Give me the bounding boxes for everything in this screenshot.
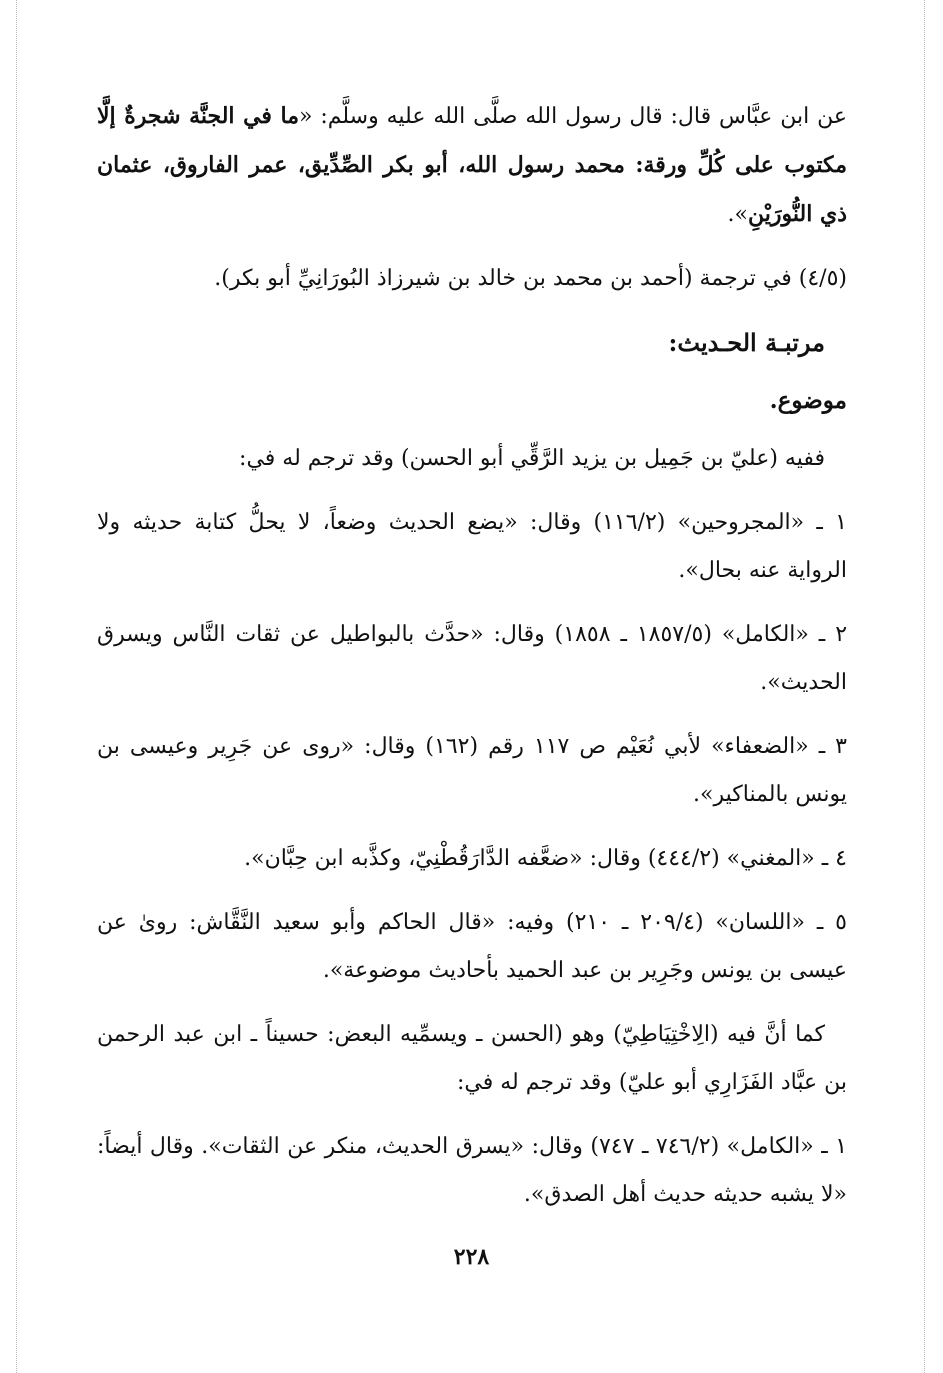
hadith-intro: عن ابن عبَّاس قال: قال رسول الله صلَّى الله عليه وسلَّم: «: [298, 104, 847, 129]
page-number: ٢٢٨: [453, 1244, 490, 1270]
right-dotted-margin: [924, 0, 925, 1373]
left-dotted-margin: [16, 0, 17, 1373]
hadith-paragraph: [97, 92, 847, 239]
source-reference: (٤/٥) في ترجمة (أحمد بن محمد بن خالد بن شيرزاذ البُورَانِيِّ أبو بكر).: [214, 266, 847, 291]
reference-item-4: ٤ ـ «المغني» (٤٤٤/٢) وقال: «ضعَّفه الدَّارَقُطْنِيّ، وكذَّبه ابن حِبَّان».: [244, 846, 847, 871]
reference-item-5: ٥ ـ «اللسان» (٢٠٩/٤ ـ ٢١٠) وفيه: «قال الحاكم وأبو سعيد النَّقَّاش: روىٰ عن عيسى بن يونس وجَرِير بن عبد الحميد بأحاديث موضوعة».: [97, 910, 847, 983]
grade-value: موضوع.: [769, 387, 847, 414]
page-body: [97, 92, 847, 1235]
narrator-intro: ففيه (عليّ بن جَمِيل بن يزيد الرَّقِّي أبو الحسن) وقد ترجم له في:: [239, 446, 825, 471]
reference-item-3: ٣ ـ «الضعفاء» لأبي نُعَيْم ص ١١٧ رقم (١٦٢) وقال: «روى عن جَرِير وعيسى بن يونس بالمناكير».: [97, 734, 847, 807]
reference-item-1: ١ ـ «المجروحين» (١١٦/٢) وقال: «يضع الحديث وضعاً، لا يحلُّ كتابة حديثه ولا الرواية عنه بحال».: [97, 510, 847, 583]
reference-item-2: ٢ ـ «الكامل» (١٨٥٧/٥ ـ ١٨٥٨) وقال: «حدَّث بالبواطيل عن ثقات النَّاس ويسرق الحديث».: [97, 622, 848, 695]
hadith-text: ما في الجنَّة شجرةٌ إلَّا مكتوب على كُلِّ ورقة: محمد رسول الله، أبو بكر الصِّدِّيق، عمر الفاروق، عثمان ذي النُّورَيْنِ: [97, 103, 847, 227]
second-reference-item-1: ١ ـ «الكامل» (٧٤٦/٢ ـ ٧٤٧) وقال: «يسرق الحديث، منكر عن الثقات». وقال أيضاً: «لا يشبه حديثه حديث أهل الصدق».: [97, 1134, 848, 1207]
second-narrator-intro: كما أنَّ فيه (الِاخْتِيَاطِيّ) وهو (الحسن ـ ويسمِّيه البعض: حسيناً ـ ابن عبد الرحمن بن عبَّاد الفَزَارِي أبو عليّ) وقد ترجم له في:: [97, 1022, 847, 1095]
grade-heading: مرتبـة الحـديث:: [668, 328, 825, 357]
hadith-close: ».: [727, 202, 748, 227]
